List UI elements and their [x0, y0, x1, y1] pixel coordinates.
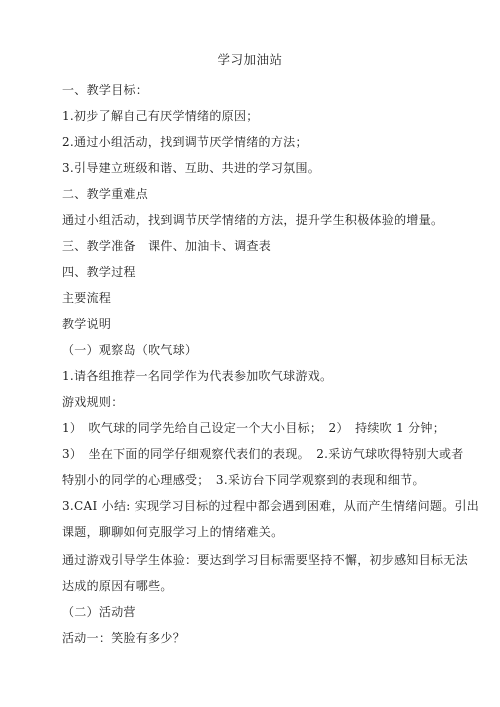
game-guidance-line-2: 达成的原因有哪些。	[62, 579, 173, 593]
section-observation: （一）观察岛（吹气球）	[62, 343, 198, 357]
game-rules-label: 游戏规则：	[62, 395, 124, 409]
observation-step-1: 1.请各组推荐一名同学作为代表参加吹气球游戏。	[62, 369, 333, 383]
activity-one-title: 活动一：笑脸有多少？	[62, 631, 186, 645]
heading-teaching-goals: 一、教学目标：	[62, 83, 149, 97]
cai-summary-line-2: 课题，聊聊如何克服学习上的情绪难关。	[62, 525, 284, 539]
section-activity-camp: （二）活动营	[62, 605, 136, 619]
key-points-text: 通过小组活动，找到调节厌学情绪的方法，提升学生积极体验的增量。	[62, 213, 444, 227]
game-rule-line-3: 特别小的同学的心理感受； 3.采访台下同学观察到的表现和细节。	[62, 473, 425, 487]
goal-item-2: 2.通过小组活动，找到调节厌学情绪的方法；	[62, 135, 308, 149]
main-flow-label: 主要流程	[62, 291, 112, 305]
heading-key-points: 二、教学重难点	[62, 187, 149, 201]
heading-process: 四、教学过程	[62, 265, 136, 279]
game-rule-line-1: 1） 吹气球的同学先给自己设定一个大小目标； 2） 持续吹 1 分钟；	[62, 421, 446, 435]
game-guidance-line-1: 通过游戏引导学生体验：要达到学习目标需要坚持不懈，初步感知目标无法	[62, 553, 468, 567]
teaching-notes-label: 教学说明	[62, 317, 112, 331]
heading-preparation: 三、教学准备 课件、加油卡、调查表	[62, 239, 272, 253]
document-title: 学习加油站	[217, 52, 283, 67]
goal-item-3: 3.引导建立班级和谐、互助、共进的学习氛围。	[62, 161, 321, 175]
cai-summary-line-1: 3.CAI 小结: 实现学习目标的过程中都会遇到困难，从而产生情绪问题。引出	[62, 499, 480, 513]
game-rule-line-2: 3） 坐在下面的同学仔细观察代表们的表现。 2.采访气球吹得特别大或者	[62, 447, 464, 461]
goal-item-1: 1.初步了解自己有厌学情绪的原因；	[62, 109, 259, 123]
